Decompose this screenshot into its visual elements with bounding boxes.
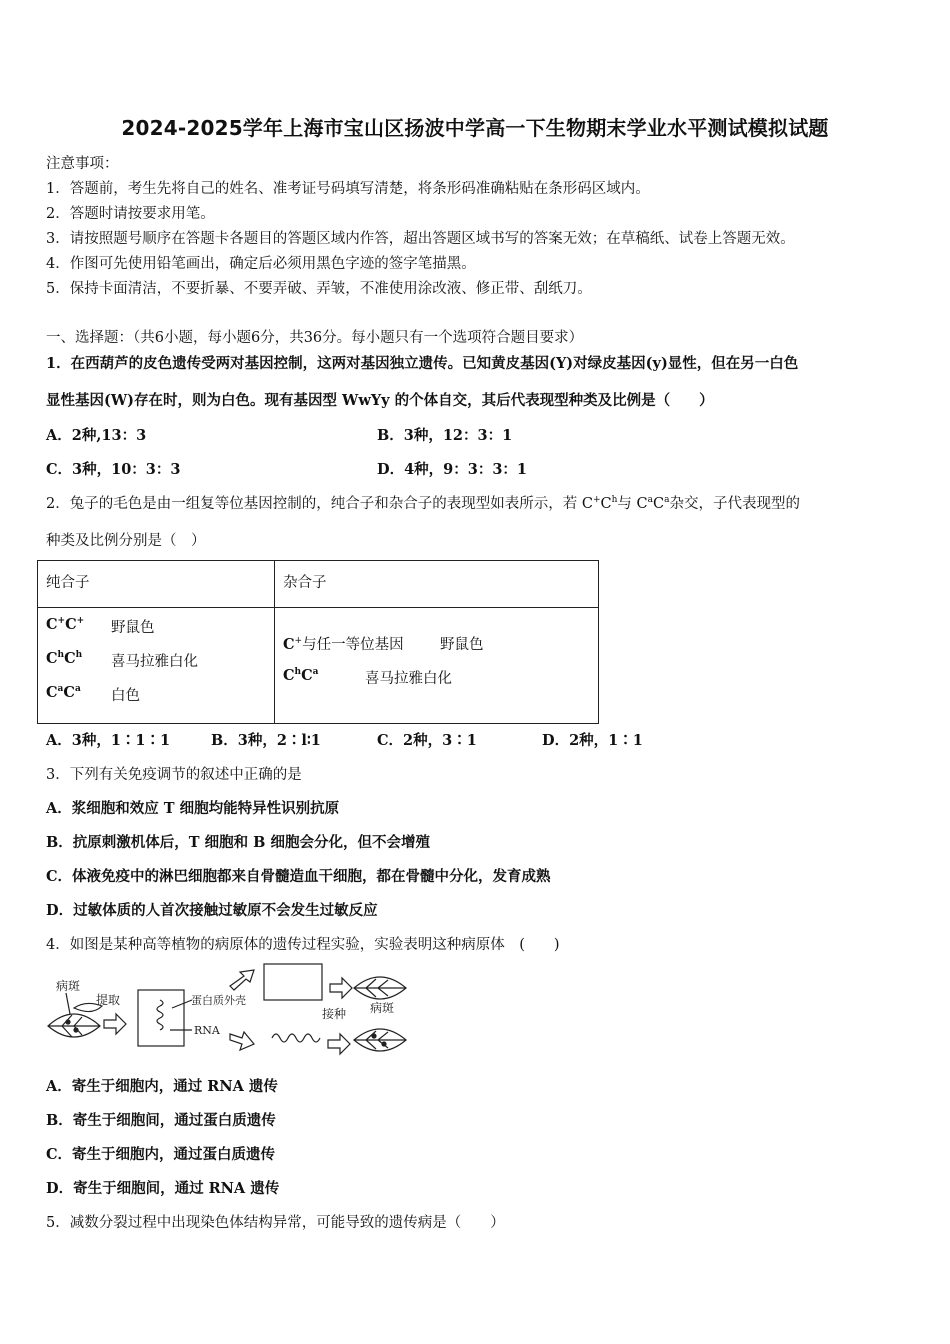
notice-item-3: 3．请按照题号顺序在答题卡各题目的答题区域内作答，超出答题区域书写的答案无效；在草稿纸、试卷上答题无效。 — [46, 231, 795, 247]
arrow-icon — [328, 1034, 350, 1054]
page-title: 2024-2025学年上海市宝山区扬波中学高一下生物期末学业水平测试模拟试题 — [121, 116, 829, 140]
table-row: $C^aC^a$ 白色 — [46, 684, 140, 704]
label-protein-coat: 蛋白质外壳 — [191, 994, 246, 1007]
table-header-homozygous: 纯合子 — [38, 561, 275, 608]
arrow-icon — [230, 970, 254, 990]
arrow-icon — [330, 978, 352, 998]
table-row: C+与任一等位基因 野鼠色 — [283, 636, 484, 653]
q2-stem-line2: 种类及比例分别是（ ） — [46, 533, 206, 549]
notice-item-4: 4．作图可先使用铅笔画出，确定后必须用黑色字迹的签字笔描黑。 — [46, 256, 476, 272]
q2-option-d: D．2种，1∶1 — [542, 732, 643, 749]
q4-option-d: D．寄生于细胞间，通过 RNA 遗传 — [46, 1180, 280, 1197]
q4-stem: 4．如图是某种高等植物的病原体的遗传过程实验，实验表明这种病原体 ( ) — [46, 937, 560, 953]
table-row: $C^hC^h$ 喜马拉雅白化 — [46, 650, 198, 670]
label-lesion: 病斑 — [56, 979, 81, 993]
q4-option-a: A．寄生于细胞内，通过 RNA 遗传 — [46, 1078, 278, 1095]
q3-option-c: C．体液免疫中的淋巴细胞都来自骨髓造血干细胞，都在骨髓中分化，发育成熟 — [46, 868, 551, 885]
q3-option-a: A．浆细胞和效应 T 细胞均能特异性识别抗原 — [46, 800, 340, 817]
q2-option-b: B．3种，2∶l∶1 — [211, 732, 321, 749]
q2-option-c: C．2种，3∶1 — [377, 732, 477, 749]
q1-option-b: B．3种，12：3：1 — [377, 427, 513, 444]
notice-item-1: 1．答题前，考生先将自己的姓名、准考证号码填写清楚，将条形码准确粘贴在条形码区域内。 — [46, 181, 650, 197]
heterozygous-cell — [275, 608, 599, 724]
q5-stem: 5．减数分裂过程中出现染色体结构异常，可能导致的遗传病是（ ） — [46, 1215, 505, 1231]
label-lesion-2: 病斑 — [370, 1001, 395, 1015]
table-row: C+C+ 野鼠色 — [46, 616, 155, 636]
q1-option-d: D．4种，9：3：3：1 — [377, 461, 528, 478]
genotype-table — [37, 560, 599, 724]
pathogen-experiment-figure — [44, 960, 414, 1060]
q3-option-b: B．抗原刺激机体后，T 细胞和 B 细胞会分化，但不会增殖 — [46, 834, 430, 851]
q1-stem-line2: 显性基因(W)存在时，则为白色。现有基因型 WwYy 的个体自交，其后代表现型种类及比例是（ ） — [46, 392, 714, 409]
q2-stem-line1: 2．兔子的毛色是由一组复等位基因控制的，纯合子和杂合子的表现型如表所示，若 $C^+C^h$与 $C^aC^a$杂交，子代表现型的 — [46, 495, 800, 512]
label-rna: RNA — [194, 1024, 220, 1037]
section-heading: 一、选择题：（共6小题，每小题6分，共36分。每小题只有一个选项符合题目要求） — [46, 330, 584, 346]
q1-option-c: C．3种，10：3：3 — [46, 461, 181, 478]
q4-option-c: C．寄生于细胞内，通过蛋白质遗传 — [46, 1146, 276, 1163]
q1-stem-line1: 1．在西葫芦的皮色遗传受两对基因控制，这两对基因独立遗传。已知黄皮基因(Y)对绿皮基因(y)显性，但在另一白色 — [46, 355, 799, 372]
q3-option-d: D．过敏体质的人首次接触过敏原不会发生过敏反应 — [46, 902, 378, 919]
q2-option-a: A．3种，1∶1∶1 — [46, 732, 171, 749]
arrow-icon — [230, 1032, 254, 1050]
q4-option-b: B．寄生于细胞间，通过蛋白质遗传 — [46, 1112, 276, 1129]
label-extract: 提取 — [96, 993, 121, 1007]
homozygous-cell — [38, 608, 275, 724]
notice-item-5: 5．保持卡面清洁，不要折暴、不要弄破、弄皱，不准使用涂改液、修正带、刮纸刀。 — [46, 281, 592, 297]
table-row: $C^hC^a$ 喜马拉雅白化 — [283, 667, 452, 687]
notice-heading: 注意事项： — [46, 156, 119, 172]
q1-option-a: A．2种,13：3 — [46, 427, 147, 444]
label-inoculate: 接种 — [322, 1007, 347, 1021]
table-header-heterozygous: 杂合子 — [275, 561, 599, 608]
q3-stem: 3．下列有关免疫调节的叙述中正确的是 — [46, 767, 302, 783]
notice-item-2: 2．答题时请按要求用笔。 — [46, 206, 215, 222]
arrow-icon — [104, 1014, 126, 1034]
